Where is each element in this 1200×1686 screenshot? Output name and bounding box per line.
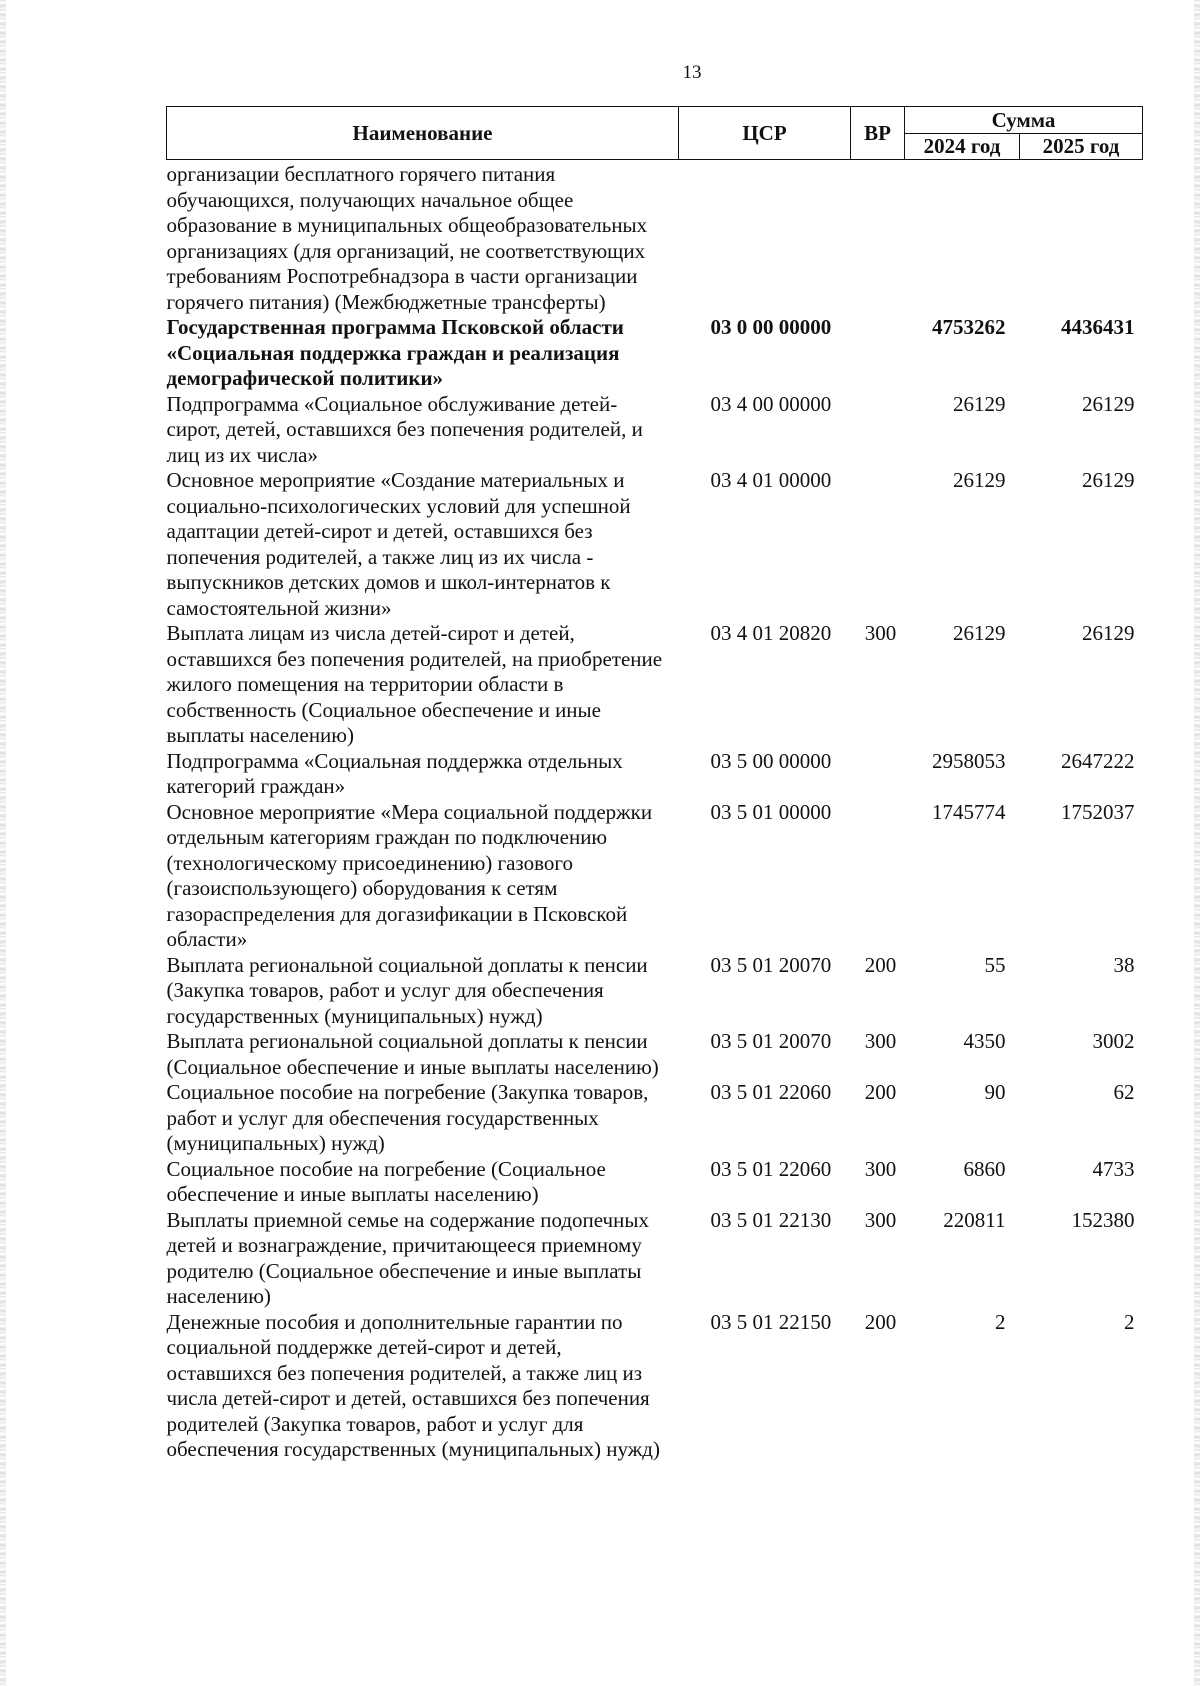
row-name: Подпрограмма «Социальная поддержка отдельных категорий граждан» [166, 748, 623, 798]
row-name: Выплаты приемной семье на содержание подопечных детей и вознаграждение, причитающееся приемному родителю (Социальное обеспечение и иные выплаты населению) [166, 1207, 649, 1308]
header-year-2025: 2025 год [1020, 133, 1143, 160]
row-sum-2024: 1745774 [932, 799, 1006, 824]
row-sum-2025: 26129 [1082, 621, 1135, 645]
row-csr: 03 4 01 20820 [710, 621, 832, 645]
page-number: 13 [682, 62, 702, 83]
row-sum-2025: 152380 [1071, 1207, 1135, 1232]
row-csr: 03 5 01 22130 [710, 1207, 832, 1232]
row-sum-2024: 55 [984, 952, 1006, 977]
table-row [167, 621, 1143, 749]
row-csr: 03 5 01 22060 [710, 1080, 832, 1104]
row-sum-2025: 1752037 [1061, 799, 1135, 824]
table-row [167, 953, 1143, 1030]
row-sum-2025: 38 [1113, 952, 1135, 977]
row-sum-2024: 90 [984, 1080, 1006, 1104]
row-sum-2024: 2958053 [932, 748, 1006, 773]
row-sum-2024 [905, 160, 1020, 316]
row-sum-2025: 26129 [1082, 391, 1135, 416]
row-csr: 03 5 01 20070 [710, 952, 832, 977]
row-sum-2024: 4350 [963, 1029, 1006, 1053]
header-csr: ЦСР [679, 107, 851, 160]
header-sum: Сумма [905, 107, 1143, 134]
scan-edge-right [1194, 0, 1200, 1686]
row-sum-2025: 3002 [1092, 1029, 1135, 1053]
row-csr: 03 0 00 00000 [710, 315, 832, 339]
row-vr [851, 749, 905, 800]
table-row [167, 1208, 1143, 1310]
row-name: Выплата региональной социальной доплаты к пенсии (Социальное обеспечение и иные выплаты населению) [166, 1029, 659, 1079]
table-row [167, 160, 1143, 316]
row-csr: 03 4 01 00000 [710, 468, 832, 492]
row-sum-2024: 26129 [953, 391, 1006, 416]
row-csr: 03 5 01 00000 [710, 799, 832, 824]
row-name: Основное мероприятие «Мера социальной поддержки отдельным категориям граждан по подключению (технологическому присоединению) газового (газоиспользующего) оборудования к сетям газораспределения для догазификации в Псковской области» [166, 799, 653, 951]
row-sum-2024: 2 [995, 1309, 1006, 1334]
row-sum-2025: 4436431 [1061, 315, 1135, 339]
table-row [167, 1310, 1143, 1463]
row-vr: 300 [864, 1029, 897, 1053]
row-name: организации бесплатного горячего питания обучающихся, получающих начальное общее образование в муниципальных общеобразовательных организациях (для организаций, не соответствующих требованиям Роспотребнадзора в части организации горячего питания) (Межбюджетные трансферты) [166, 162, 648, 314]
row-sum-2024: 6860 [963, 1156, 1006, 1181]
row-csr: 03 5 01 20070 [710, 1029, 832, 1053]
row-sum-2024: 4753262 [932, 315, 1006, 339]
row-vr [851, 800, 905, 953]
row-sum-2025: 2 [1124, 1309, 1135, 1334]
header-vr: ВР [851, 107, 905, 160]
row-vr: 300 [864, 1207, 897, 1232]
row-name: Государственная программа Псковской области «Социальная поддержка граждан и реализация демографической политики» [166, 315, 624, 390]
table-row [167, 1029, 1143, 1080]
row-csr: 03 5 00 00000 [710, 748, 832, 773]
table-row [167, 1080, 1143, 1157]
table-row [167, 468, 1143, 621]
row-sum-2025: 26129 [1082, 468, 1135, 492]
row-vr: 200 [864, 1309, 897, 1334]
table-row [167, 1157, 1143, 1208]
header-name: Наименование [167, 107, 679, 160]
table-row [167, 800, 1143, 953]
row-sum-2025: 62 [1113, 1080, 1135, 1104]
row-csr: 03 5 01 22060 [710, 1156, 832, 1181]
row-csr: 03 5 01 22150 [710, 1309, 832, 1334]
row-vr [851, 160, 905, 316]
row-csr: 03 4 00 00000 [710, 391, 832, 416]
row-name: Выплата региональной социальной доплаты к пенсии (Закупка товаров, работ и услуг для обеспечения государственных (муниципальных) нужд) [166, 952, 648, 1028]
row-name: Подпрограмма «Социальное обслуживание детей-сирот, детей, оставшихся без попечения родителей, и лиц из их числа» [166, 391, 643, 467]
row-vr: 300 [864, 1156, 897, 1181]
row-vr [851, 392, 905, 469]
row-vr: 300 [864, 621, 897, 645]
header-year-2024: 2024 год [905, 133, 1020, 160]
row-sum-2024: 26129 [953, 468, 1006, 492]
row-vr: 200 [864, 1080, 897, 1104]
row-name: Социальное пособие на погребение (Закупка товаров, работ и услуг для обеспечения государственных (муниципальных) нужд) [166, 1080, 649, 1155]
scan-edge-left [0, 0, 6, 1686]
table-header [167, 107, 1143, 160]
table-row [167, 392, 1143, 469]
row-vr [851, 468, 905, 621]
table-row [167, 315, 1143, 392]
budget-table [166, 106, 1143, 1463]
row-sum-2025: 2647222 [1061, 748, 1135, 773]
row-vr: 200 [864, 952, 897, 977]
row-sum-2024: 220811 [943, 1207, 1006, 1232]
row-vr [851, 315, 905, 392]
table-body [167, 160, 1143, 1463]
row-name: Основное мероприятие «Создание материальных и социально-психологических условий для успешной адаптации детей-сирот и детей, оставшихся без попечения родителей, а также лиц из их числа - выпускников детских домов и школ-интернатов к самостоятельной жизни» [166, 468, 631, 620]
row-name: Денежные пособия и дополнительные гарантии по социальной поддержке детей-сирот и детей, оставшихся без попечения родителей, а также лиц из числа детей-сирот и детей, оставшихся без попечения родителей (Закупка товаров, работ и услуг для обеспечения государственных (муниципальных) нужд) [166, 1309, 660, 1461]
row-sum-2024: 26129 [953, 621, 1006, 645]
table-row [167, 749, 1143, 800]
row-name: Социальное пособие на погребение (Социальное обеспечение и иные выплаты населению) [166, 1156, 606, 1206]
row-csr [679, 160, 851, 316]
row-sum-2025: 4733 [1092, 1156, 1135, 1181]
row-name: Выплата лицам из числа детей-сирот и детей, оставшихся без попечения родителей, на приобретение жилого помещения на территории области в собственность (Социальное обеспечение и иные выплаты населению) [166, 621, 663, 747]
row-sum-2025 [1020, 160, 1143, 316]
